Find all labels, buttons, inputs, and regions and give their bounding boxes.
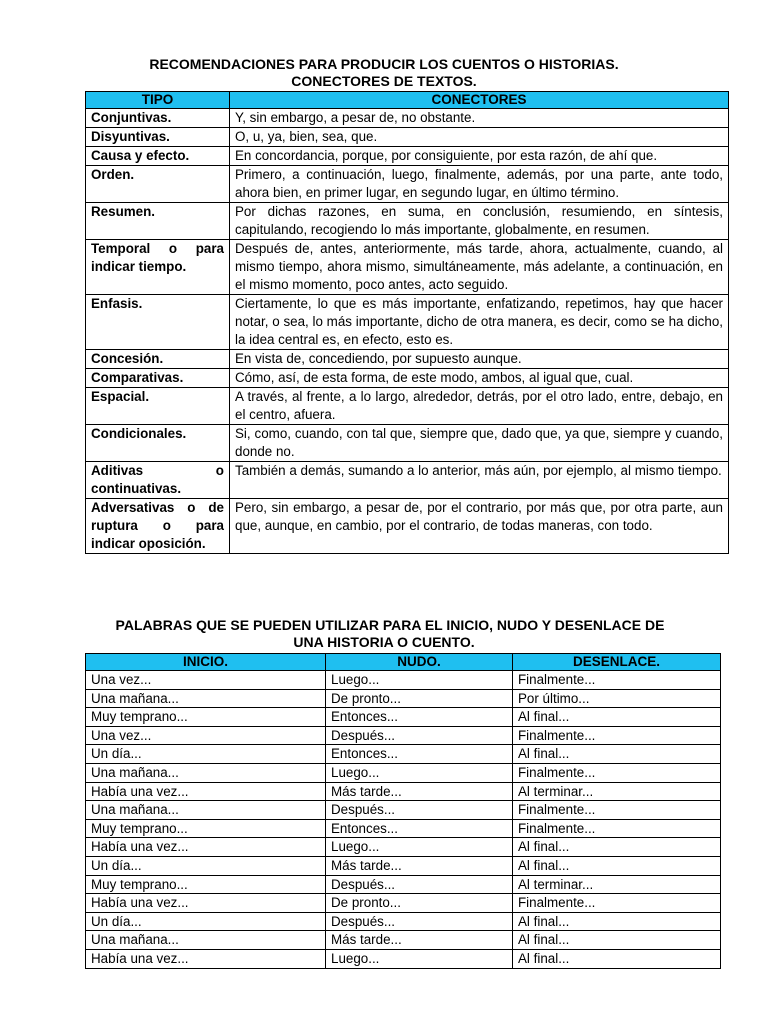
connector-list-cell: Por dichas razones, en suma, en conclusión, resumiendo, en síntesis, capitulando, recogiendo lo más importante, globalmente, en resumen. [230, 203, 729, 240]
connector-list-cell: Primero, a continuación, luego, finalmente, además, por una parte, ante todo, ahora bien, en primer lugar, en segundo lugar, en último término. [230, 166, 729, 203]
header-desenlace: DESENLACE. [513, 654, 721, 671]
header-nudo: NUDO. [326, 654, 513, 671]
desenlace-cell: Al final... [513, 708, 721, 727]
connector-list-cell: Después de, antes, anteriormente, más tarde, ahora, actualmente, cuando, al mismo tiempo, ahora mismo, simultáneamente, más adelante, a continuación, en el mismo momento, poco antes, acto seguido. [230, 240, 729, 295]
table-row [86, 462, 729, 499]
inicio-cell: Un día... [86, 856, 326, 875]
table-row [86, 819, 721, 838]
table-row [86, 147, 729, 166]
desenlace-cell: Al final... [513, 949, 721, 968]
table-row [86, 128, 729, 147]
connectors-table-body [86, 109, 729, 554]
table-row [86, 708, 721, 727]
inicio-cell: Una vez... [86, 671, 326, 690]
nudo-cell: Más tarde... [326, 856, 513, 875]
table-row [86, 203, 729, 240]
table-row [86, 388, 729, 425]
connector-type-cell: Condicionales. [86, 425, 230, 462]
nudo-cell: Después... [326, 875, 513, 894]
story-words-table-body [86, 671, 721, 969]
inicio-cell: Muy temprano... [86, 819, 326, 838]
connector-type-cell: Adversativas o de ruptura o para indicar oposición. [86, 499, 230, 554]
desenlace-cell: Por último... [513, 689, 721, 708]
inicio-cell: Había una vez... [86, 894, 326, 913]
table-row [86, 931, 721, 950]
table-row [86, 782, 721, 801]
connector-type-cell: Disyuntivas. [86, 128, 230, 147]
inicio-cell: Una vez... [86, 726, 326, 745]
connector-type-cell: Aditivas o continuativas. [86, 462, 230, 499]
table-row [86, 109, 729, 128]
table-row [86, 763, 721, 782]
section1-title-line2: CONECTORES DE TEXTOS. [291, 73, 477, 89]
desenlace-cell: Al terminar... [513, 875, 721, 894]
desenlace-cell: Finalmente... [513, 801, 721, 820]
desenlace-cell: Finalmente... [513, 671, 721, 690]
connectors-table [85, 91, 729, 554]
connector-type-cell: Espacial. [86, 388, 230, 425]
section1-title-line1: RECOMENDACIONES PARA PRODUCIR LOS CUENTOS O HISTORIAS. [149, 56, 619, 72]
section2-title-line2: UNA HISTORIA O CUENTO. [293, 634, 475, 650]
table-row [86, 295, 729, 350]
desenlace-cell: Finalmente... [513, 763, 721, 782]
table-row [86, 499, 729, 554]
section2-title-line1: PALABRAS QUE SE PUEDEN UTILIZAR PARA EL INICIO, NUDO Y DESENLACE DE [115, 617, 665, 633]
connector-type-cell: Enfasis. [86, 295, 230, 350]
desenlace-cell: Al final... [513, 856, 721, 875]
nudo-cell: Luego... [326, 838, 513, 857]
connector-type-cell: Temporal o para indicar tiempo. [86, 240, 230, 295]
table-row [86, 369, 729, 388]
desenlace-cell: Al terminar... [513, 782, 721, 801]
table-row [86, 726, 721, 745]
inicio-cell: Una mañana... [86, 689, 326, 708]
connector-list-cell: Ciertamente, lo que es más importante, enfatizando, repetimos, hay que hacer notar, o sea, lo más importante, dicho de otra manera, es decir, como se ha dicho, la idea central es, en efecto, esto es. [230, 295, 729, 350]
connector-list-cell: Si, como, cuando, con tal que, siempre que, dado que, ya que, siempre y cuando, donde no. [230, 425, 729, 462]
header-tipo: TIPO [86, 92, 230, 109]
connector-list-cell: O, u, ya, bien, sea, que. [230, 128, 729, 147]
story-words-table [85, 653, 721, 969]
table-row [86, 671, 721, 690]
table-row [86, 689, 721, 708]
table-row [86, 801, 721, 820]
story-words-header-row [86, 654, 721, 671]
inicio-cell: Muy temprano... [86, 708, 326, 727]
connector-type-cell: Resumen. [86, 203, 230, 240]
connector-type-cell: Orden. [86, 166, 230, 203]
table-row [86, 875, 721, 894]
inicio-cell: Una mañana... [86, 931, 326, 950]
inicio-cell: Muy temprano... [86, 875, 326, 894]
connector-type-cell: Conjuntivas. [86, 109, 230, 128]
header-inicio: INICIO. [86, 654, 326, 671]
table-row [86, 745, 721, 764]
desenlace-cell: Al final... [513, 912, 721, 931]
connector-list-cell: También a demás, sumando a lo anterior, más aún, por ejemplo, al mismo tiempo. [230, 462, 729, 499]
nudo-cell: Entonces... [326, 708, 513, 727]
nudo-cell: De pronto... [326, 894, 513, 913]
desenlace-cell: Finalmente... [513, 819, 721, 838]
desenlace-cell: Al final... [513, 838, 721, 857]
connector-type-cell: Concesión. [86, 350, 230, 369]
connector-type-cell: Comparativas. [86, 369, 230, 388]
nudo-cell: Luego... [326, 949, 513, 968]
inicio-cell: Había una vez... [86, 949, 326, 968]
inicio-cell: Había una vez... [86, 782, 326, 801]
nudo-cell: Luego... [326, 671, 513, 690]
connector-list-cell: A través, al frente, a lo largo, alrededor, detrás, por el otro lado, entre, debajo, en el centro, afuera. [230, 388, 729, 425]
connectors-table-header-row [86, 92, 729, 109]
table-row [86, 912, 721, 931]
table-row [86, 949, 721, 968]
table-row [86, 350, 729, 369]
desenlace-cell: Finalmente... [513, 726, 721, 745]
connector-list-cell: Y, sin embargo, a pesar de, no obstante. [230, 109, 729, 128]
nudo-cell: Después... [326, 912, 513, 931]
header-conectores: CONECTORES [230, 92, 729, 109]
connector-list-cell: En vista de, concediendo, por supuesto aunque. [230, 350, 729, 369]
inicio-cell: Un día... [86, 745, 326, 764]
desenlace-cell: Finalmente... [513, 894, 721, 913]
table-row [86, 856, 721, 875]
table-row [86, 166, 729, 203]
nudo-cell: Entonces... [326, 819, 513, 838]
connector-list-cell: Pero, sin embargo, a pesar de, por el contrario, por más que, por otra parte, aun que, aunque, en cambio, por el contrario, de todas maneras, con todo. [230, 499, 729, 554]
connector-list-cell: Cómo, así, de esta forma, de este modo, ambos, al igual que, cual. [230, 369, 729, 388]
inicio-cell: Un día... [86, 912, 326, 931]
inicio-cell: Una mañana... [86, 763, 326, 782]
table-row [86, 240, 729, 295]
desenlace-cell: Al final... [513, 931, 721, 950]
inicio-cell: Una mañana... [86, 801, 326, 820]
connector-list-cell: En concordancia, porque, por consiguiente, por esta razón, de ahí que. [230, 147, 729, 166]
nudo-cell: Después... [326, 726, 513, 745]
table-row [86, 894, 721, 913]
desenlace-cell: Al final... [513, 745, 721, 764]
connector-type-cell: Causa y efecto. [86, 147, 230, 166]
table-row [86, 425, 729, 462]
nudo-cell: Más tarde... [326, 931, 513, 950]
table-row [86, 838, 721, 857]
nudo-cell: Después... [326, 801, 513, 820]
nudo-cell: Más tarde... [326, 782, 513, 801]
nudo-cell: De pronto... [326, 689, 513, 708]
nudo-cell: Entonces... [326, 745, 513, 764]
nudo-cell: Luego... [326, 763, 513, 782]
inicio-cell: Había una vez... [86, 838, 326, 857]
